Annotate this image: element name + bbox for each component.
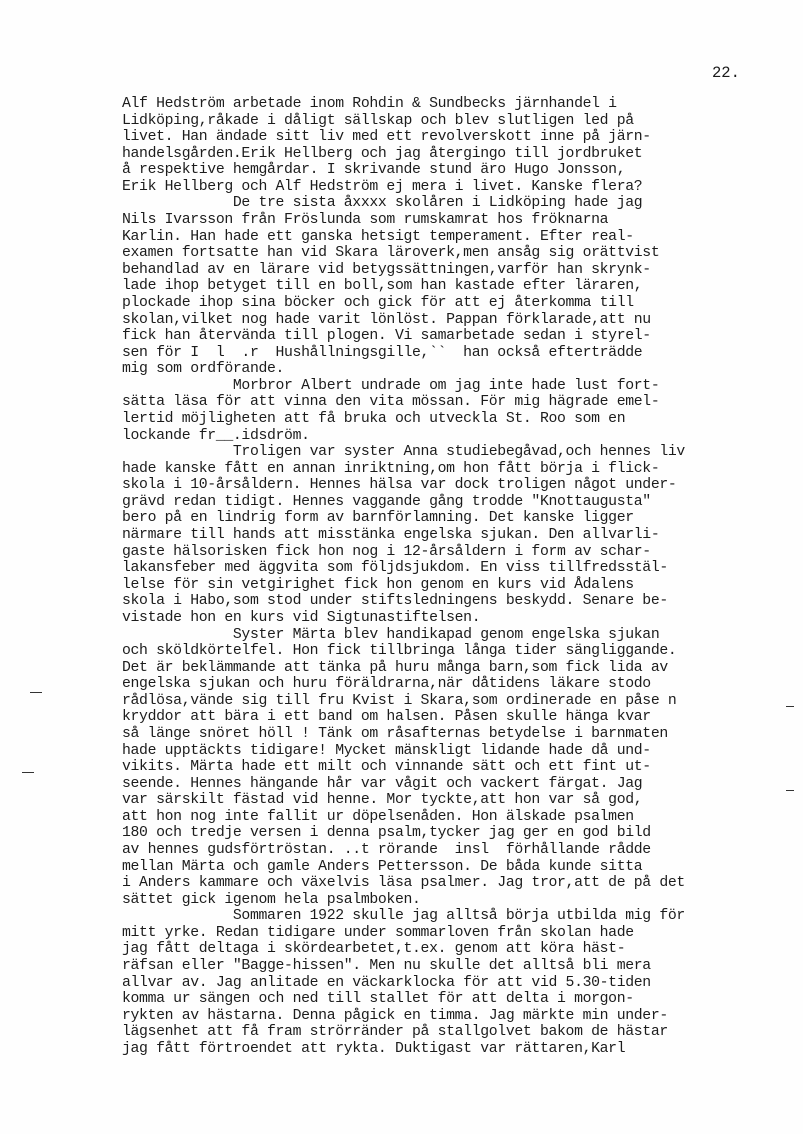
text-line: sätta läsa för att vinna den vita mössan. För mig hägrade emel- [122,394,660,411]
left-margin-mark [22,772,34,773]
text-line: Sommaren 1922 skulle jag alltså börja utbilda mig för [122,908,685,925]
text-line: lertid möjligheten att få bruka och utveckla St. Roo som en [122,410,626,427]
text-line: lockande fr__.idsdröm. [122,427,310,444]
text-line: seende. Hennes hängande hår var vågit och vackert färgat. Jag [122,775,643,792]
text-line: plockade ihop sina böcker och gick för att ej återkomma till [122,294,634,311]
text-line: lägsenhet att få fram strörränder på stallgolvet bakom de hästar [122,1024,668,1041]
text-line: lakansfeber med äggvita som följdsjukdom. En viss tillfredsstäl- [122,560,668,577]
text-line: Morbror Albert undrade om jag inte hade lust fort- [122,377,660,394]
text-line: rådlösa,vände sig till fru Kvist i Skara,som ordinerade en påse n [122,692,677,709]
text-line: Syster Märta blev handikapad genom engelska sjukan [122,626,660,643]
text-line: komma ur sängen och ned till stallet för att delta i morgon- [122,991,634,1008]
text-line: var särskilt fästad vid henne. Mor tyckte,att hon var så god, [122,792,643,809]
text-line: räfsan eller "Bagge-hissen". Men nu skulle det alltså bli mera [122,958,651,975]
text-line: Erik Hellberg och Alf Hedström ej mera i livet. Kanske flera? [122,178,643,195]
page-body-text [122,96,782,1058]
text-line: jag fått förtroendet att rykta. Duktigast var rättaren,Karl [122,1040,626,1057]
text-line: mig som ordförande. [122,361,285,378]
text-line: Karlin. Han hade ett ganska hetsigt temperament. Efter real- [122,228,634,245]
text-line: kryddor att bära i ett band om halsen. Påsen skulle hänga kvar [122,709,651,726]
text-line: De tre sista åxxxx skolåren i Lidköping hade jag [122,195,643,212]
text-line: Lidköping,råkade i dåligt sällskap och blev slutligen led på [122,112,634,129]
text-line: gaste hälsorisken fick hon nog i 12-årsåldern i form av schar- [122,543,651,560]
text-line: i Anders kammare och växelvis läsa psalmer. Jag tror,att de på det [122,875,685,892]
text-line: och sköldkörtelfel. Hon fick tillbringa långa tider sängliggande. [122,643,677,660]
text-line: hade kanske fått en annan inriktning,om hon fått börja i flick- [122,460,660,477]
text-line: allvar av. Jag anlitade en väckarklocka för att vid 5.30-tiden [122,974,651,991]
text-line: lelse för sin vetgirighet fick hon genom en kurs vid Ådalens [122,576,634,593]
text-line: mellan Märta och gamle Anders Pettersson. De båda kunde sitta [122,858,643,875]
text-line: att hon nog inte fallit ur döpelsenåden. Hon älskade psalmen [122,808,634,825]
page-number: 22. [712,64,740,82]
right-margin-mark [786,706,794,707]
text-line: vikits. Märta hade ett milt och vinnande sätt och ett fint ut- [122,759,651,776]
text-line: bero på en lindrig form av barnförlamning. Det kanske ligger [122,510,634,527]
text-line: å respektive hemgårdar. I skrivande stund äro Hugo Jonsson, [122,162,626,179]
text-line: fick han återvända till plogen. Vi samarbetade sedan i styrel- [122,328,651,345]
text-line: Nils Ivarsson från Fröslunda som rumskamrat hos fröknarna [122,212,609,229]
text-line: vistade hon en kurs vid Sigtunastiftelsen. [122,609,481,626]
text-line: livet. Han ändade sitt liv med ett revolverskott inne på järn- [122,129,651,146]
text-line: Troligen var syster Anna studiebegåvad,och hennes liv [122,444,685,461]
text-line: skolan,vilket nog hade varit lönlöst. Pappan förklarade,att nu [122,311,651,328]
text-line: engelska sjukan och huru föräldrarna,när dåtidens läkare stodo [122,676,651,693]
text-line: rykten av hästarna. Denna pågick en timma. Jag märkte min under- [122,1007,668,1024]
left-margin-mark [30,692,42,693]
right-margin-mark [786,790,794,791]
text-line: hade upptäckts tidigare! Mycket mänskligt lidande hade då und- [122,742,651,759]
text-line: skola i Habo,som stod under stiftsledningens beskydd. Senare be- [122,593,668,610]
text-line: handelsgården.Erik Hellberg och jag återgingo till jordbruket [122,145,643,162]
text-line: sen för I l .r Hushållningsgille,`` han också efterträdde [122,344,643,361]
text-line: behandlad av en lärare vid betygssättningen,varför han skrynk- [122,261,651,278]
text-line: närmare till hands att misstänka engelska sjukan. Den allvarli- [122,527,660,544]
text-line: 180 och tredje versen i denna psalm,tycker jag ger en god bild [122,825,651,842]
text-line: skola i 10-årsåldern. Hennes hälsa var dock troligen något under- [122,477,677,494]
text-line: jag fått deltaga i skördearbetet,t.ex. genom att köra häst- [122,941,626,958]
text-line: så länge snöret höll ! Tänk om råsafternas betydelse i barnmaten [122,725,668,742]
text-line: Det är beklämmande att tänka på huru många barn,som fick lida av [122,659,668,676]
text-line: av hennes gudsförtröstan. ..t rörande insl förhållande rådde [122,842,651,859]
text-line: mitt yrke. Redan tidigare under sommarloven från skolan hade [122,924,634,941]
text-line: examen fortsatte han vid Skara läroverk,men ansåg sig orättvist [122,245,660,262]
text-line: Alf Hedström arbetade inom Rohdin & Sundbecks järnhandel i [122,96,617,112]
text-line: sättet gick igenom hela psalmboken. [122,891,421,908]
text-line: grävd redan tidigt. Hennes vaggande gång trodde "Knottaugusta" [122,493,651,510]
text-line: lade ihop betyget till en boll,som han kastade efter läraren, [122,278,643,295]
